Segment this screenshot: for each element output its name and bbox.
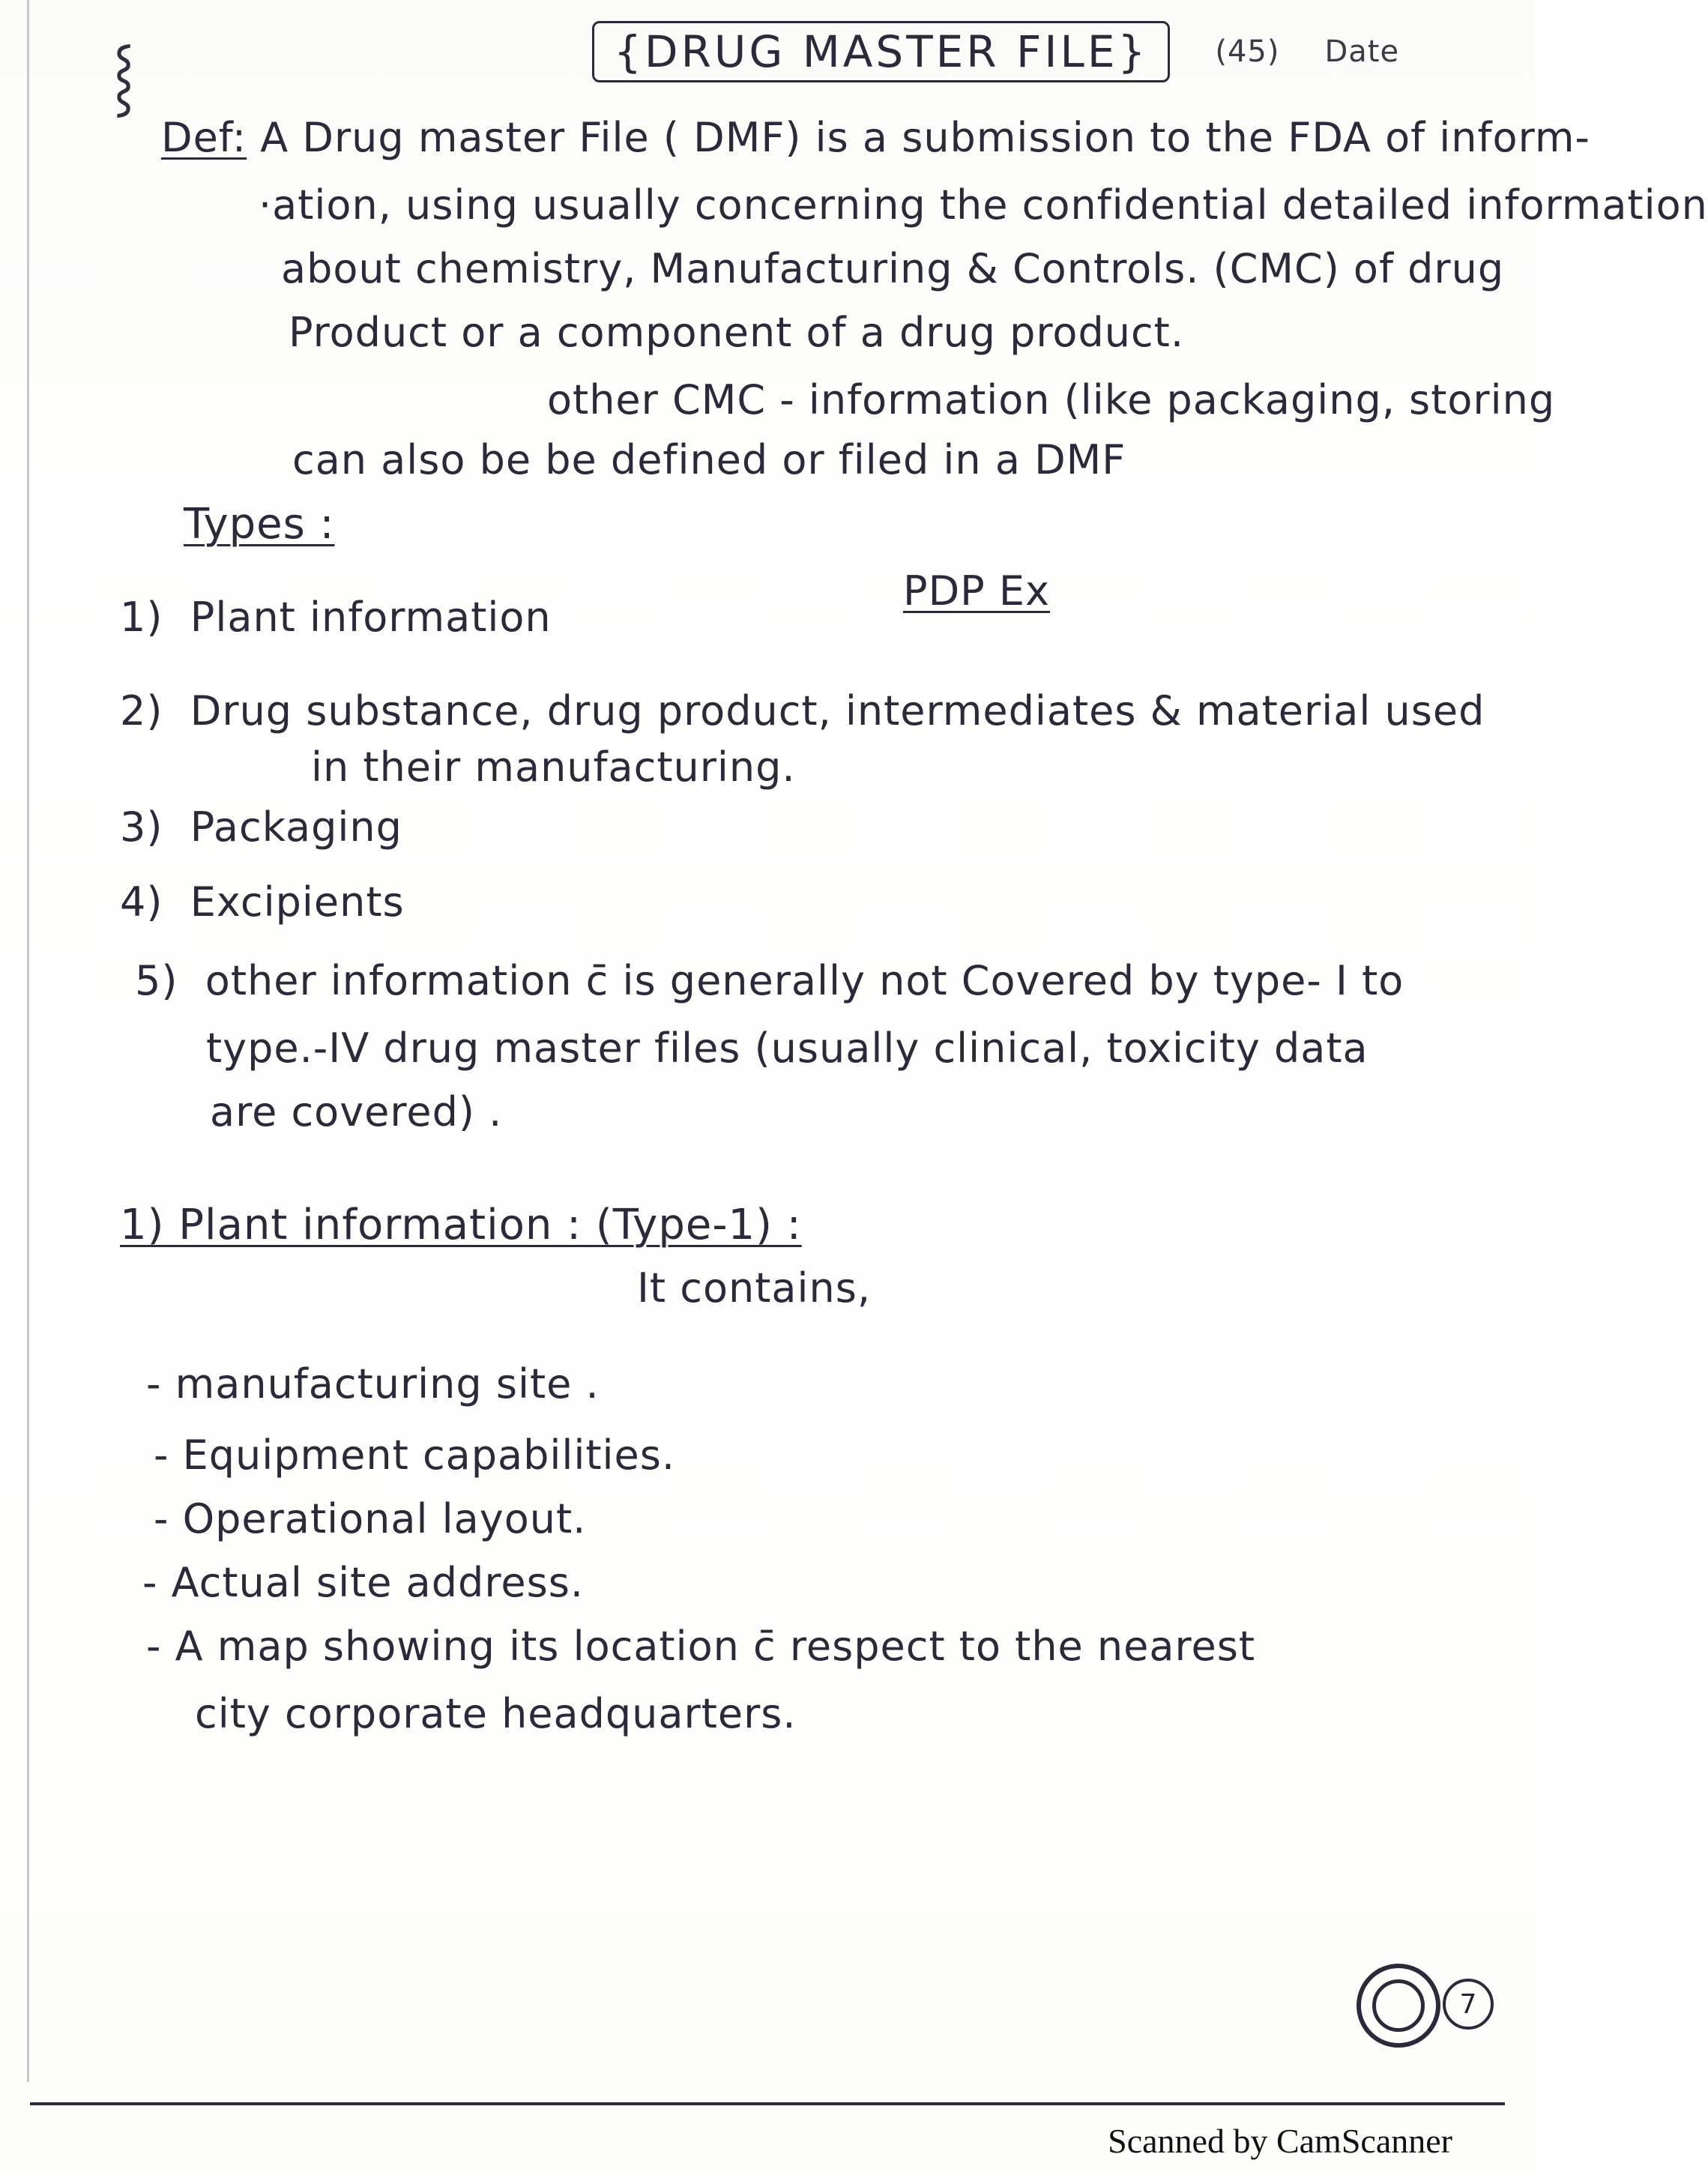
- type-item-2-cont: in their manufacturing.: [311, 743, 796, 791]
- definition-line-4: Product or a component of a drug product.: [289, 309, 1184, 356]
- definition-line-2: ·ation, using usually concerning the confidential detailed information: [259, 181, 1708, 229]
- definition-line-3: about chemistry, Manufacturing & Controls. (CMC) of drug: [281, 245, 1505, 292]
- margin-tick-mark: ⸾: [112, 39, 136, 112]
- plant-bullet-2: - Equipment capabilities.: [154, 1432, 676, 1479]
- header-mark-a: (45): [1215, 34, 1280, 69]
- definition-label: Def:: [161, 114, 247, 161]
- plant-bullet-5: - A map showing its location c̄ respect to the nearest: [146, 1623, 1256, 1670]
- type-item-5: 5) other information c̄ is generally not Covered by type- I to: [135, 957, 1404, 1004]
- rubber-stamp-icon: [1357, 1964, 1440, 2048]
- type-item-2: 2) Drug substance, drug product, intermediates & material used: [120, 687, 1485, 734]
- left-margin-line: [27, 0, 29, 2082]
- scanner-watermark: Scanned by CamScanner: [1108, 2122, 1452, 2160]
- definition-line-6: can also be be defined or filed in a DMF: [292, 436, 1126, 483]
- plant-bullet-5-cont: city corporate headquarters.: [195, 1690, 797, 1737]
- definition-line-5: other CMC - information (like packaging, storing: [547, 376, 1556, 423]
- type-item-5-cont-1: type.-IV drug master files (usually clinical, toxicity data: [206, 1025, 1368, 1072]
- page-number-circle: 7: [1443, 1979, 1494, 2030]
- types-heading: Types :: [184, 500, 335, 549]
- page-title: {DRUG MASTER FILE}: [592, 21, 1170, 82]
- plant-section-heading: 1) Plant information : (Type-1) :: [120, 1201, 802, 1249]
- page-header: [592, 21, 1399, 82]
- plant-bullet-4: - Actual site address.: [142, 1559, 584, 1606]
- type-item-1: 1) Plant information: [120, 594, 552, 641]
- bottom-rule-line: [30, 2102, 1505, 2105]
- type-item-5-cont-2: are covered) .: [210, 1088, 503, 1135]
- type-item-4: 4) Excipients: [120, 878, 405, 926]
- plant-section-subheading: It contains,: [637, 1264, 872, 1312]
- margin-note: PDP Ex: [903, 567, 1050, 615]
- definition-text-1: A Drug master File ( DMF) is a submission to the FDA of inform-: [260, 114, 1590, 161]
- plant-bullet-3: - Operational layout.: [154, 1495, 587, 1542]
- type-item-3: 3) Packaging: [120, 803, 402, 851]
- header-date-label: Date: [1324, 34, 1400, 69]
- plant-bullet-1: - manufacturing site .: [146, 1360, 600, 1408]
- definition-line-1: [161, 112, 1590, 163]
